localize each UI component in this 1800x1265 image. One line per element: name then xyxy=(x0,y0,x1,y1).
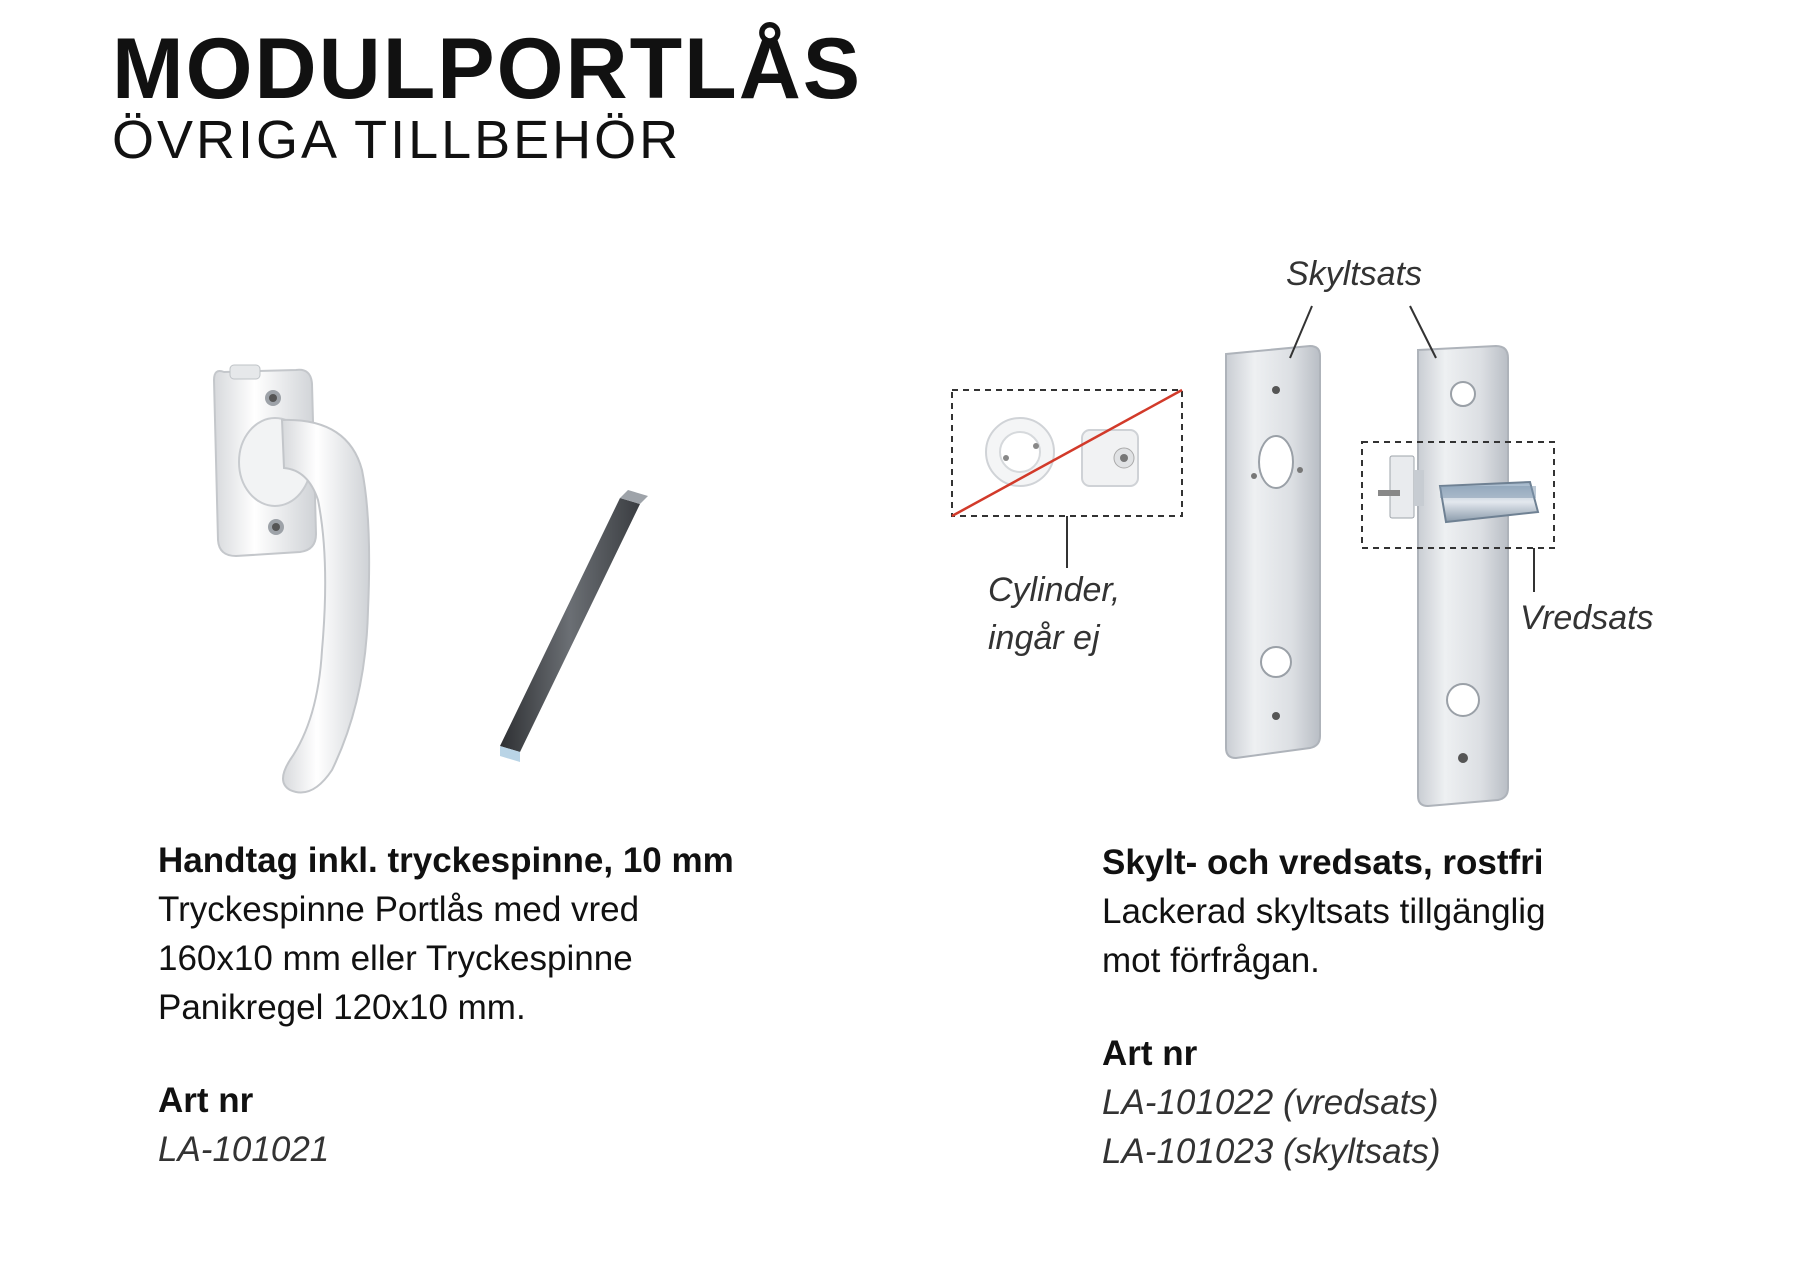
page-subtitle: ÖVRIGA TILLBEHÖR xyxy=(112,110,682,170)
handle-image xyxy=(214,365,369,793)
product-name: Handtag inkl. tryckespinne, 10 mm xyxy=(158,841,734,880)
escutcheon-plate-right xyxy=(1418,346,1508,806)
art-number: LA-101022 (vredsats) xyxy=(1102,1083,1439,1122)
art-number-label: Art nr xyxy=(158,1081,254,1120)
spindle-image xyxy=(500,490,648,762)
cylinder-image xyxy=(952,390,1182,568)
callout-cylinder-line1: Cylinder, xyxy=(988,571,1121,609)
callout-cylinder-line2: ingår ej xyxy=(988,619,1100,658)
page-title: MODULPORTLÅS xyxy=(112,21,863,117)
escutcheon-plate-left xyxy=(1226,346,1320,758)
product-description: Lackerad skyltsats tillgänglig mot förfrågan. xyxy=(1102,892,1546,980)
callout-cylinder xyxy=(988,566,1120,663)
product-escutcheon-thumbturn xyxy=(1102,838,1762,1176)
product-description: Tryckespinne Portlås med vred 160x10 mm eller Tryckespinne Panikregel 120x10 mm. xyxy=(158,890,640,1027)
callout-skyltsats: Skyltsats xyxy=(1286,255,1423,293)
art-number: LA-101023 (skyltsats) xyxy=(1102,1132,1441,1171)
art-number: LA-101021 xyxy=(158,1130,330,1169)
callout-vredsats: Vredsats xyxy=(1520,599,1654,637)
product-name: Skylt- och vredsats, rostfri xyxy=(1102,843,1544,882)
art-number-label: Art nr xyxy=(1102,1034,1198,1073)
product-handle xyxy=(158,836,858,1174)
